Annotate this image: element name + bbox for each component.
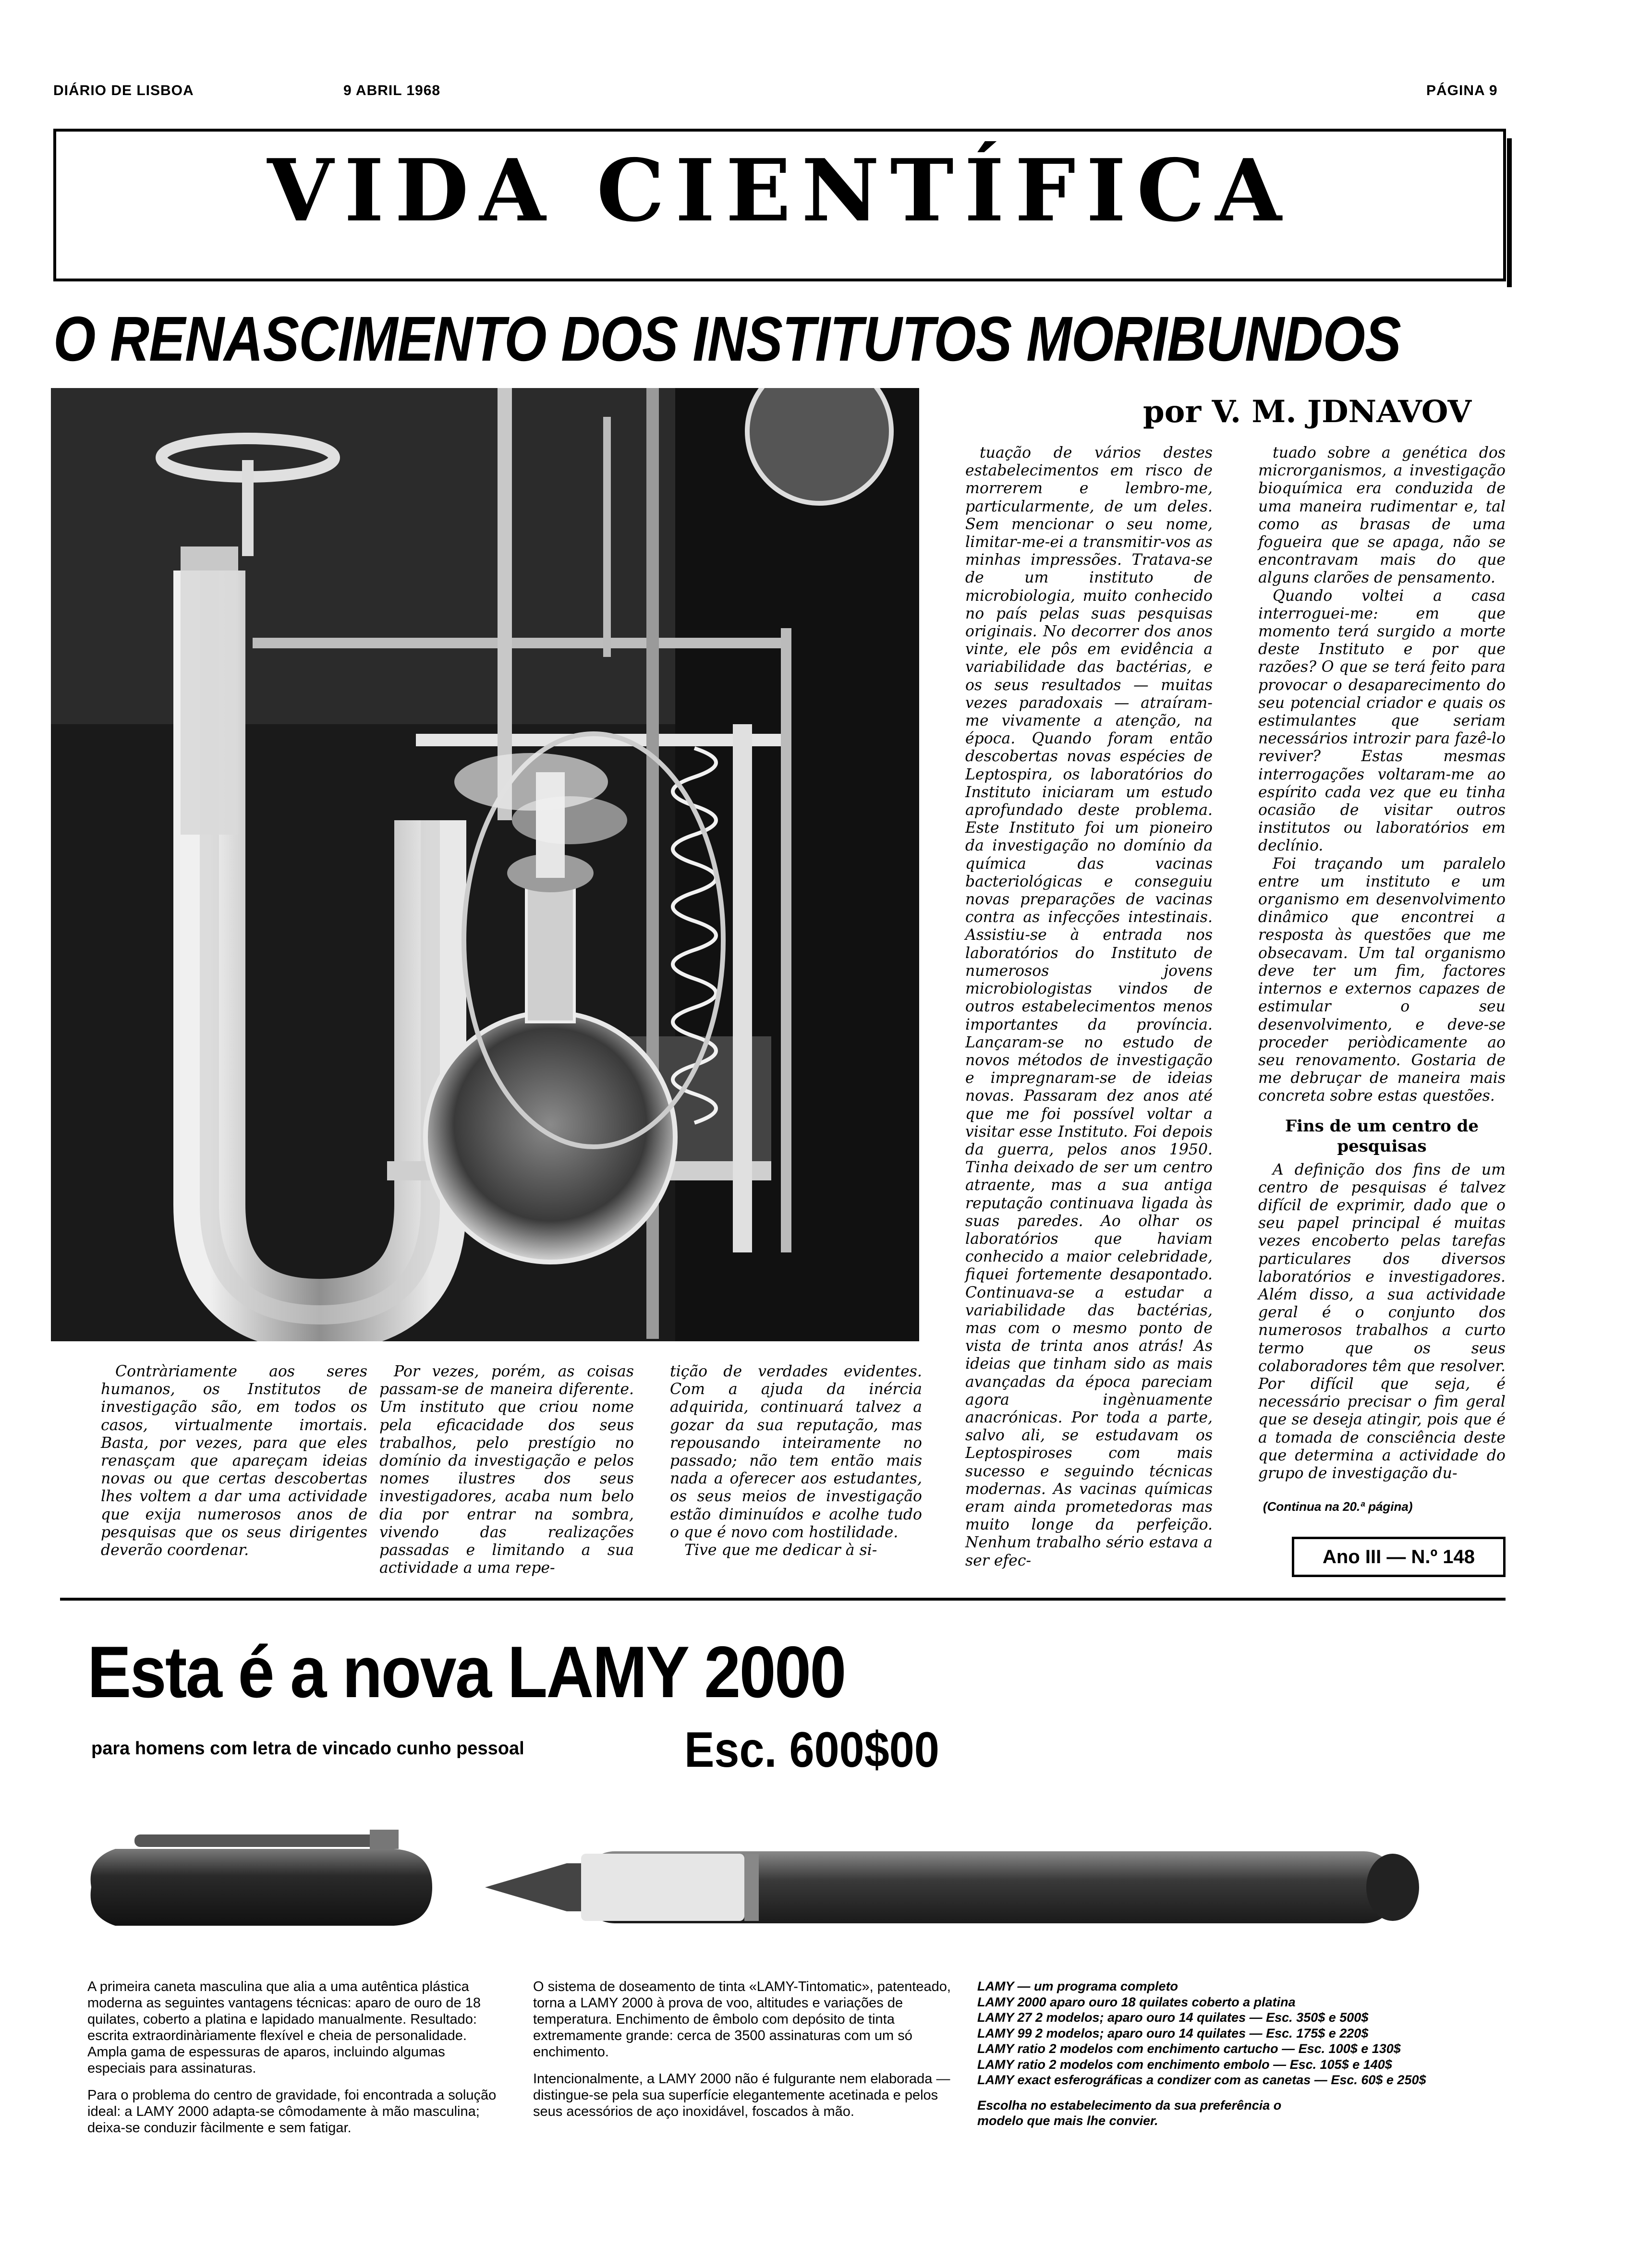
article-column-1: tuação de vários destes estabelecimentos em risco de morrerem e lembro-me, particularmente, de um deles. Sem mencionar o seu nome, limitar-me-ei a transmitir-vos as minhas impressões. Tratava-se de um instituto de microbiologia, muito conhecido no país pelas suas pesquisas originais. No decorrer dos anos vinte, ele pôs em evidência a variabilidade das bactérias, e os seus resultados — muitas vezes paradoxais — atraíram-me vivamente a atenção, na época. Quando foram então descobertas novas espécies de Leptospira, os laboratórios do Instituto iniciaram um estudo aprofundado deste problema. Este Instituto foi um pioneiro da investigação no domínio da química das vacinas bacteriológicas e conseguiu novas preparações de vacinas contra as infecções intestinais. Assistiu-se à entrada nos laboratórios do Instituto de numerosos jovens microbiologistas vindos de outros estabelecimentos menos importantes da província. Lançaram-se no estudo de novos métodos de investigação e impregnaram-se de ideias novas. Passaram dez anos até que me foi possível voltar a visitar esse Instituto. Foi depois da guerra, pelos anos 1950. Tinha deixado de ser um centro atraente, mas a sua antiga reputação continuava ligada às suas paredes. Ao olhar os laboratórios que haviam conhecido a maior celebridade, fiquei fortemente desapontado. Continuava-se a estudar a variabilidade das bactérias, mas com o mesmo ponto de vista de trinta anos atrás! As ideias que tinham sido as mais avançadas da época pareciam agora ingènuamente anacrónicas. Por toda a parte, salvo ali, se estudavam os Leptospiroses com mais sucesso e seguindo técnicas modernas. As vacinas químicas eram ainda prometedoras mas muito longe da perfeição. Nenhum trabalho sério estava a ser efec- (965, 444, 1213, 1569)
ad-copy-paragraph: O sistema de doseamento de tinta «LAMY-Tintomatic», patenteado, torna a LAMY 2000 à prova de voo, altitudes e variações de temperatura. Enchimento de êmbolo com depósito de tinta extremamente grande: cerca de 3500 assinaturas com um só enchimento. (533, 1979, 951, 2060)
ad-product-list (977, 1979, 1496, 2129)
subheading: Fins de um centro de pesquisas (1285, 1116, 1479, 1156)
article-lead-column-2: Por vezes, porém, as coisas passam-se de maneira diferente. Um instituto que criou nome pela eficacidade dos seus trabalhos, pelo prestígio no domínio da investigação e pelos nomes ilustres dos seus investigadores, acaba num belo dia por entrar na sombra, vivendo das realizações passadas e limitando a sua actividade a uma repe- (379, 1363, 634, 1577)
continuation-note: (Continua na 20.ª página) (1263, 1499, 1413, 1514)
ad-subheadline: para homens com letra de vincado cunho pessoal (91, 1738, 524, 1759)
fountain-pen-pair-photo (86, 1806, 1479, 1964)
section-title: VIDA CIENTÍFICA (267, 140, 1292, 241)
article-lead-column-1: Contràriamente aos seres humanos, os Institutos de investigação são, em todos os casos, virtualmente imortais. Basta, por vezes, para que eles renasçam que apareçam ideias novas ou que certas descobertas lhes voltem a dar uma actividade que exija numerosos anos de pesquisas que os seus dirigentes deverão coordenar. (101, 1363, 367, 1559)
ad-price: Esc. 600$00 (684, 1722, 939, 1778)
article-headline: O RENASCIMENTO DOS INSTITUTOS MORIBUNDOS (53, 304, 1401, 374)
ad-copy-column-1 (87, 1979, 505, 2147)
laboratory-glassware-photo (51, 388, 919, 1341)
issue-number-box: Ano III — N.º 148 (1292, 1537, 1506, 1577)
laboratory-glassware-icon (51, 388, 919, 1341)
product-list-item: LAMY ratio 2 modelos com enchimento cartucho — Esc. 100$ e 130$ (977, 2041, 1401, 2056)
product-list-item: LAMY exact esferográficas a condizer com as canetas — Esc. 60$ e 250$ (977, 2073, 1426, 2087)
article-lead-column-3-end: Tive que me dedicar à si- (684, 1542, 877, 1559)
article-column-2-part-3: Foi traçando um paralelo entre um instituto e um organismo em desenvolvimento dinâmico que encontrei a resposta às questões que me obsecavam. Um tal organismo deve ter um fim, factores internos e externos capazes de estimular o seu desenvolvimento, e deve-se proceder periòdicamente ao seu renovamento. Gostaria de me debruçar de maneira mais concreta sobre estas questões. (1258, 855, 1506, 1105)
article-lead-column-3 (670, 1363, 922, 1559)
product-list-item: LAMY 99 2 modelos; aparo ouro 14 quilates — Esc. 175$ e 220$ (977, 2026, 1369, 2040)
article-lead-column-3-text: tição de verdades evidentes. Com a ajuda da inércia adquirida, continuará talvez a gozar da sua reputação, mas repousando inteiramente no passado; não tem então mais nada a oferecer aos estudantes, os seus meios de investigação estão diminuídos e acolhe tudo o que é novo com hostilidade. (670, 1363, 922, 1541)
article-column-2 (1258, 444, 1506, 1482)
product-list-item: LAMY 2000 aparo ouro 18 quilates coberto a platina (977, 1994, 1296, 2009)
section-title-box (53, 129, 1506, 281)
page-number: PÁGINA 9 (1426, 83, 1498, 98)
article-column-2-part-4: A definição dos fins de um centro de pesquisas é talvez difícil de exprimir, dado que o seu papel principal é muitas vezes encoberto pelas tarefas particulares dos diversos laboratórios e investigadores. Além disso, a sua actividade geral é o conjunto dos numerosos trabalhos a curto termo que os seus colaboradores têm que resolver. Por difícil que seja, é necessário precisar o fim geral que se deseja atingir, pois que é a tomada de consciência deste que determina a actividade do grupo de investigação du- (1258, 1161, 1506, 1482)
product-list-title: LAMY — um programa completo (977, 1979, 1178, 1993)
fountain-pen-icon (86, 1806, 1479, 1964)
article-column-2-part-2: Quando voltei a casa interroguei-me: em que momento terá surgido a morte deste Instituto e por que razões? O que se terá feito para provocar o desaparecimento do seu potencial criador e quais os estimulantes que seriam necessários introzir para fazê-lo reviver? Estas mesmas interrogações voltaram-me ao espírito cada vez que eu tinha ocasião de visitar outros institutos ou laboratórios em declínio. (1258, 587, 1506, 855)
ad-copy-column-2 (533, 1979, 956, 2130)
ad-separator-rule (60, 1598, 1506, 1601)
ad-copy-paragraph: Intencionalmente, a LAMY 2000 não é fulgurante nem elaborada — distingue-se pela sua superfície elegantemente acetinada e pelos seus acessórios de aço inoxidável, foscados à mão. (533, 2071, 950, 2119)
newspaper-name: DIÁRIO DE LISBOA (53, 83, 194, 98)
issue-date: 9 ABRIL 1968 (343, 83, 441, 98)
article-column-2-part-1: tuado sobre a genética dos microrganismos, a investigação bioquímica era conduzida de uma maneira rudimentar e, tal como as brasas de uma fogueira que se apaga, não se encontravam mais do que alguns clarões de pensamento. (1258, 444, 1506, 587)
product-list-item: LAMY 27 2 modelos; aparo ouro 14 quilates — Esc. 350$ e 500$ (977, 2010, 1369, 2025)
ad-headline: Esta é a nova LAMY 2000 (87, 1631, 845, 1713)
ad-copy-paragraph: Para o problema do centro de gravidade, foi encontrada a solução ideal: a LAMY 2000 adapta-se cômodamente à mão masculina; deixa-se conduzir fàcilmente e sem fatigar. (87, 2088, 497, 2136)
ad-closing-line: Escolha no estabelecimento da sua preferência o modelo que mais lhe convier. (977, 2098, 1282, 2128)
byline: por V. M. JDNAVOV (1143, 394, 1471, 430)
ad-copy-paragraph: A primeira caneta masculina que alia a uma autêntica plástica moderna as seguintes vantagens técnicas: aparo de ouro de 18 quilates, coberto a platina e lapidado manualmente. Resultado: escrita extraordinàriamente flexível e cheia de personalidade. Ampla gama de espessuras de aparos, incluindo algumas especiais para assinaturas. (87, 1979, 481, 2076)
product-list-item: LAMY ratio 2 modelos com enchimento embolo — Esc. 105$ e 140$ (977, 2057, 1392, 2072)
